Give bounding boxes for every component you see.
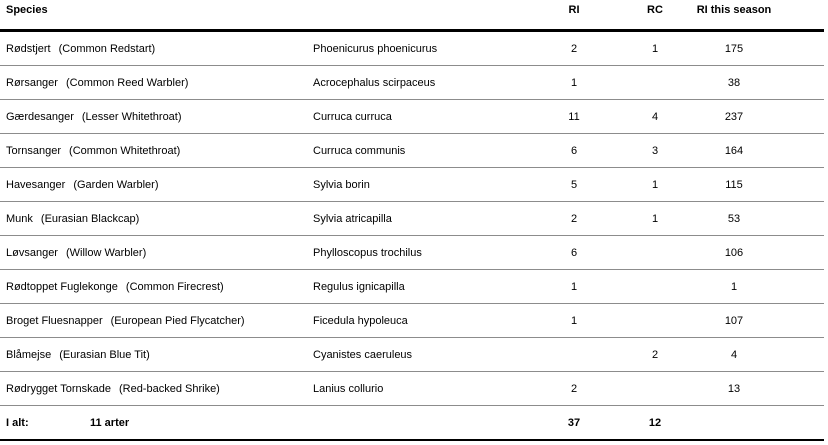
ri-value: 2 bbox=[570, 42, 578, 55]
rc-value: 1 bbox=[651, 212, 659, 225]
ri-value bbox=[545, 338, 603, 371]
header-ri: RI bbox=[568, 4, 580, 16]
species-name bbox=[6, 100, 182, 133]
english-name: (Lesser Whitethroat) bbox=[81, 110, 182, 123]
latin-name: Curruca curruca bbox=[313, 110, 392, 123]
header-species: Species bbox=[6, 4, 48, 16]
table-row bbox=[0, 304, 824, 338]
danish-name: Rødstjert bbox=[6, 42, 51, 55]
total-species-count: 11 arter bbox=[90, 416, 130, 429]
ri-value: 1 bbox=[570, 280, 578, 293]
species-name bbox=[6, 372, 220, 405]
danish-name: Tornsanger bbox=[6, 144, 62, 157]
ri-this-season-value: 175 bbox=[724, 42, 744, 55]
english-name: (Common Firecrest) bbox=[125, 280, 224, 293]
ri-this-season-value: 115 bbox=[725, 178, 743, 191]
rc-value: 3 bbox=[651, 144, 659, 157]
table-row bbox=[0, 338, 824, 372]
header-rc: RC bbox=[647, 4, 663, 16]
latin-name: Sylvia atricapilla bbox=[313, 212, 392, 225]
ri-value: 6 bbox=[570, 144, 578, 157]
ri-this-season-value: 38 bbox=[727, 76, 741, 89]
rc-value bbox=[626, 372, 684, 405]
ri-this-season-value: 237 bbox=[724, 110, 744, 123]
rc-value: 1 bbox=[651, 178, 659, 191]
rc-value: 2 bbox=[651, 348, 659, 361]
danish-name: Blåmejse bbox=[6, 348, 52, 361]
species-name bbox=[6, 236, 146, 269]
species-name bbox=[6, 202, 139, 235]
english-name: (Common Reed Warbler) bbox=[65, 76, 189, 89]
rc-value bbox=[626, 304, 684, 337]
english-name: (Eurasian Blue Tit) bbox=[59, 348, 150, 361]
ri-this-season-value: 13 bbox=[727, 382, 741, 395]
latin-name: Phoenicurus phoenicurus bbox=[313, 42, 438, 55]
species-name bbox=[6, 304, 245, 337]
rc-value: 1 bbox=[651, 42, 659, 55]
rc-value bbox=[626, 270, 684, 303]
table-body bbox=[0, 32, 824, 406]
ri-value: 2 bbox=[570, 212, 578, 225]
species-name bbox=[6, 168, 159, 201]
table-row bbox=[0, 236, 824, 270]
english-name: (European Pied Flycatcher) bbox=[110, 314, 245, 327]
danish-name: Rørsanger bbox=[6, 76, 58, 89]
species-name bbox=[6, 66, 188, 99]
english-name: (Red-backed Shrike) bbox=[118, 382, 220, 395]
table-row bbox=[0, 100, 824, 134]
ri-value: 1 bbox=[570, 76, 578, 89]
ri-this-season-value: 107 bbox=[724, 314, 744, 327]
header-ri-this-season: RI this season bbox=[696, 4, 772, 16]
ri-value: 2 bbox=[570, 382, 578, 395]
latin-name: Cyanistes caeruleus bbox=[313, 348, 413, 361]
latin-name: Lanius collurio bbox=[313, 382, 384, 395]
total-rc: 12 bbox=[648, 416, 662, 429]
english-name: (Garden Warbler) bbox=[73, 178, 159, 191]
total-label: I alt: bbox=[6, 416, 29, 429]
ri-value: 6 bbox=[570, 246, 578, 259]
table-row bbox=[0, 32, 824, 66]
table-row bbox=[0, 66, 824, 100]
rc-value: 4 bbox=[651, 110, 659, 123]
english-name: (Willow Warbler) bbox=[65, 246, 147, 259]
table-row bbox=[0, 372, 824, 406]
ri-this-season-value: 106 bbox=[724, 246, 744, 259]
species-name bbox=[6, 338, 150, 371]
danish-name: Gærdesanger bbox=[6, 110, 74, 123]
danish-name: Broget Fluesnapper bbox=[6, 314, 103, 327]
danish-name: Rødtoppet Fuglekonge bbox=[6, 280, 118, 293]
table-row bbox=[0, 270, 824, 304]
species-name bbox=[6, 32, 155, 65]
latin-name: Ficedula hypoleuca bbox=[313, 314, 408, 327]
total-ri: 37 bbox=[567, 416, 581, 429]
ri-this-season-value: 1 bbox=[730, 280, 738, 293]
ri-this-season-value: 4 bbox=[730, 348, 738, 361]
english-name: (Common Redstart) bbox=[58, 42, 156, 55]
latin-name: Phylloscopus trochilus bbox=[313, 246, 422, 259]
species-name bbox=[6, 134, 180, 167]
latin-name: Sylvia borin bbox=[313, 178, 370, 191]
danish-name: Munk bbox=[6, 212, 33, 225]
danish-name: Havesanger bbox=[6, 178, 66, 191]
total-row bbox=[0, 406, 824, 441]
danish-name: Løvsanger bbox=[6, 246, 58, 259]
ri-value: 1 bbox=[570, 314, 578, 327]
latin-name: Regulus ignicapilla bbox=[313, 280, 405, 293]
latin-name: Curruca communis bbox=[313, 144, 406, 157]
english-name: (Eurasian Blackcap) bbox=[40, 212, 140, 225]
ri-value: 11 bbox=[568, 110, 580, 123]
table-row bbox=[0, 134, 824, 168]
table-row bbox=[0, 168, 824, 202]
danish-name: Rødrygget Tornskade bbox=[6, 382, 111, 395]
rc-value bbox=[626, 66, 684, 99]
ri-value: 5 bbox=[570, 178, 578, 191]
species-name bbox=[6, 270, 224, 303]
table-row bbox=[0, 202, 824, 236]
rc-value bbox=[626, 236, 684, 269]
english-name: (Common Whitethroat) bbox=[69, 144, 181, 157]
table-header bbox=[0, 0, 824, 32]
latin-name: Acrocephalus scirpaceus bbox=[313, 76, 436, 89]
ri-this-season-value: 164 bbox=[724, 144, 744, 157]
ri-this-season-value: 53 bbox=[727, 212, 741, 225]
